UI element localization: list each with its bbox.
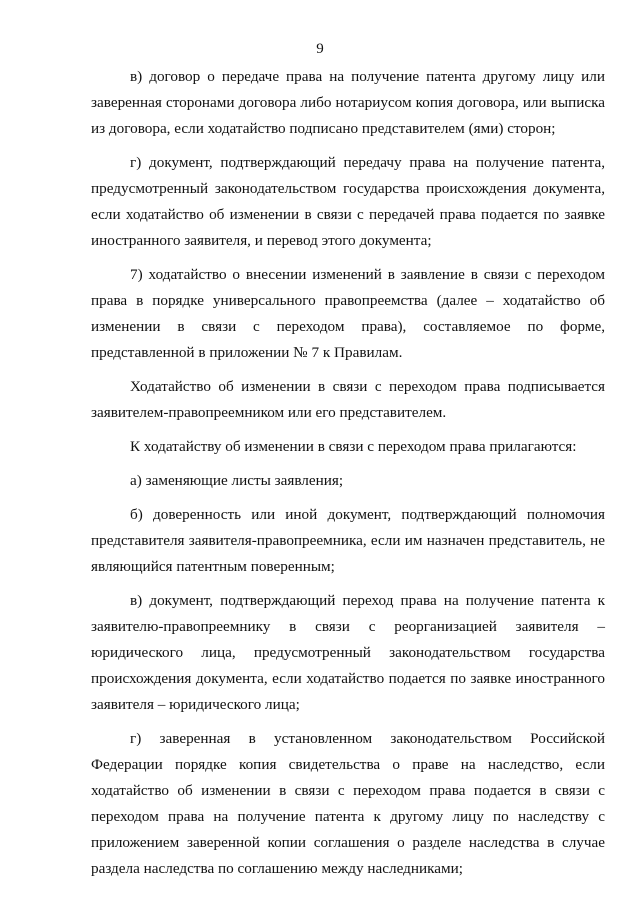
paragraph-item-g-transfer-document: г) документ, подтверждающий передачу права на получение патента, предусмотренный законодательством государства происхождения документа, если ходатайство об изменении в связи с передачей права подается по заявке иностранного заявителя, и перевод этого документа; xyxy=(91,154,605,249)
paragraph-item-g-inheritance: г) заверенная в установленном законодательством Российской Федерации порядке копия свидетельства о праве на наследство, если ходатайство об изменении в связи с переходом права подается в связи с переходом права на получение патента к другому лицу по наследству с приложением заверенной копии соглашения о разделе наследства в случае раздела наследства по соглашению между наследниками; xyxy=(91,730,605,877)
paragraph-signature-rule: Ходатайство об изменении в связи с переходом права подписывается заявителем-правопреемником или его представителем. xyxy=(91,378,605,421)
document-body xyxy=(91,64,605,882)
paragraph-item-v-reorganization: в) документ, подтверждающий переход права на получение патента к заявителю-правопреемнику в связи с реорганизацией заявителя – юридического лица, предусмотренный законодательством государства происхождения документа, если ходатайство подается по заявке иностранного заявителя – юридического лица; xyxy=(91,592,605,713)
paragraph-item-b-power-of-attorney: б) доверенность или иной документ, подтверждающий полномочия представителя заявителя-правопреемника, если им назначен представитель, не являющийся патентным поверенным; xyxy=(91,506,605,575)
paragraph-item-a-sheets: а) заменяющие листы заявления; xyxy=(130,472,344,489)
paragraph-item-v-contract: в) договор о передаче права на получение патента другому лицу или заверенная сторонами договора либо нотариусом копия договора, или выписка из договора, если ходатайство подписано представителем (ями) сторон; xyxy=(91,68,605,137)
page-number: 9 xyxy=(316,41,324,57)
paragraph-attachments-intro: К ходатайству об изменении в связи с переходом права прилагаются: xyxy=(130,438,577,455)
paragraph-item-7-petition: 7) ходатайство о внесении изменений в заявление в связи с переходом права в порядке универсального правопреемства (далее – ходатайство об изменении в связи с переходом права), составляемое по форме, представленной в приложении № 7 к Правилам. xyxy=(91,266,605,361)
